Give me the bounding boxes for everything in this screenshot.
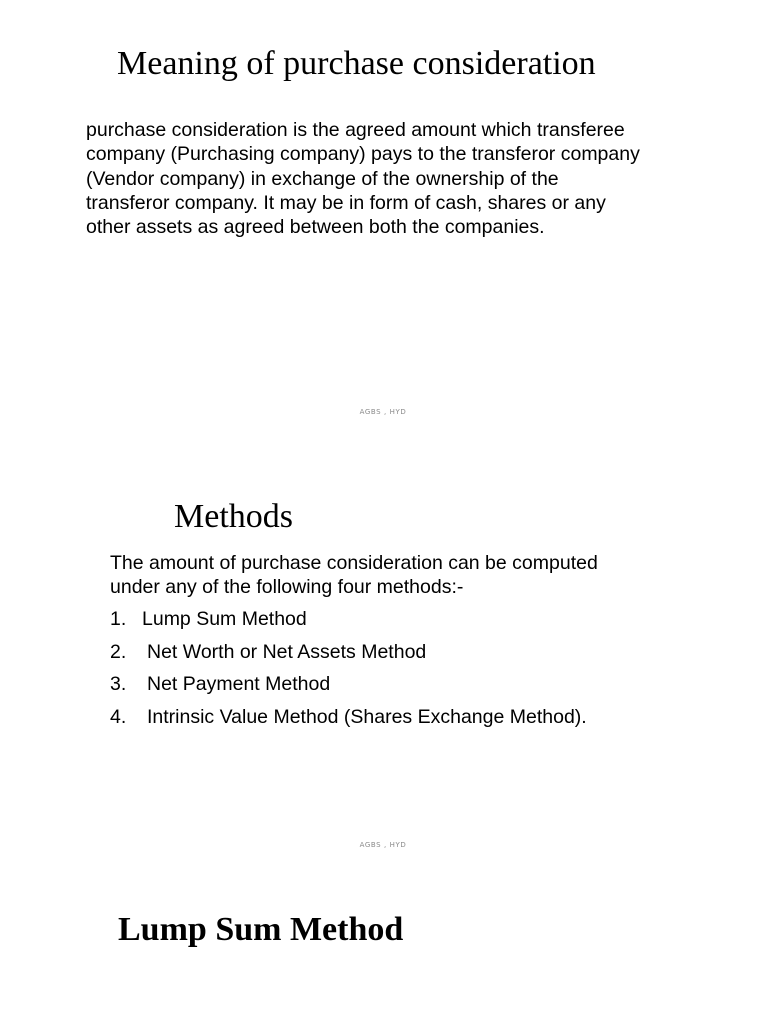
slide-2-intro bbox=[110, 551, 598, 600]
list-item bbox=[110, 672, 587, 705]
paragraph-line: company (Purchasing company) pays to the transferor company bbox=[86, 143, 640, 166]
slide-2-footer: AGBS , HYD bbox=[359, 841, 407, 849]
list-number: 3. bbox=[110, 673, 127, 696]
list-label: Net Payment Method bbox=[147, 673, 331, 696]
list-label: Lump Sum Method bbox=[142, 608, 307, 630]
methods-list bbox=[110, 607, 587, 737]
slide-1-paragraph bbox=[86, 118, 640, 239]
slide-3-title: Lump Sum Method bbox=[118, 911, 404, 948]
intro-line: The amount of purchase consideration can be computed bbox=[110, 552, 598, 574]
list-item bbox=[110, 607, 587, 640]
list-item bbox=[110, 640, 587, 673]
paragraph-line: transferor company. It may be in form of cash, shares or any bbox=[86, 191, 606, 214]
list-number: 1. bbox=[110, 608, 127, 630]
paragraph-line: (Vendor company) in exchange of the ownership of the bbox=[86, 167, 559, 190]
list-label: Intrinsic Value Method (Shares Exchange Method). bbox=[147, 705, 587, 728]
paragraph-line: purchase consideration is the agreed amount which transferee bbox=[86, 119, 625, 141]
slide-1-footer: AGBS , HYD bbox=[359, 408, 407, 416]
intro-line: under any of the following four methods:- bbox=[110, 576, 464, 599]
list-item bbox=[110, 705, 587, 738]
slide-2-title: Methods bbox=[174, 498, 293, 535]
list-number: 4. bbox=[110, 705, 127, 728]
slide-1-title: Meaning of purchase consideration bbox=[117, 45, 596, 82]
paragraph-line: other assets as agreed between both the companies. bbox=[86, 216, 545, 239]
list-number: 2. bbox=[110, 640, 127, 663]
list-label: Net Worth or Net Assets Method bbox=[147, 640, 427, 663]
